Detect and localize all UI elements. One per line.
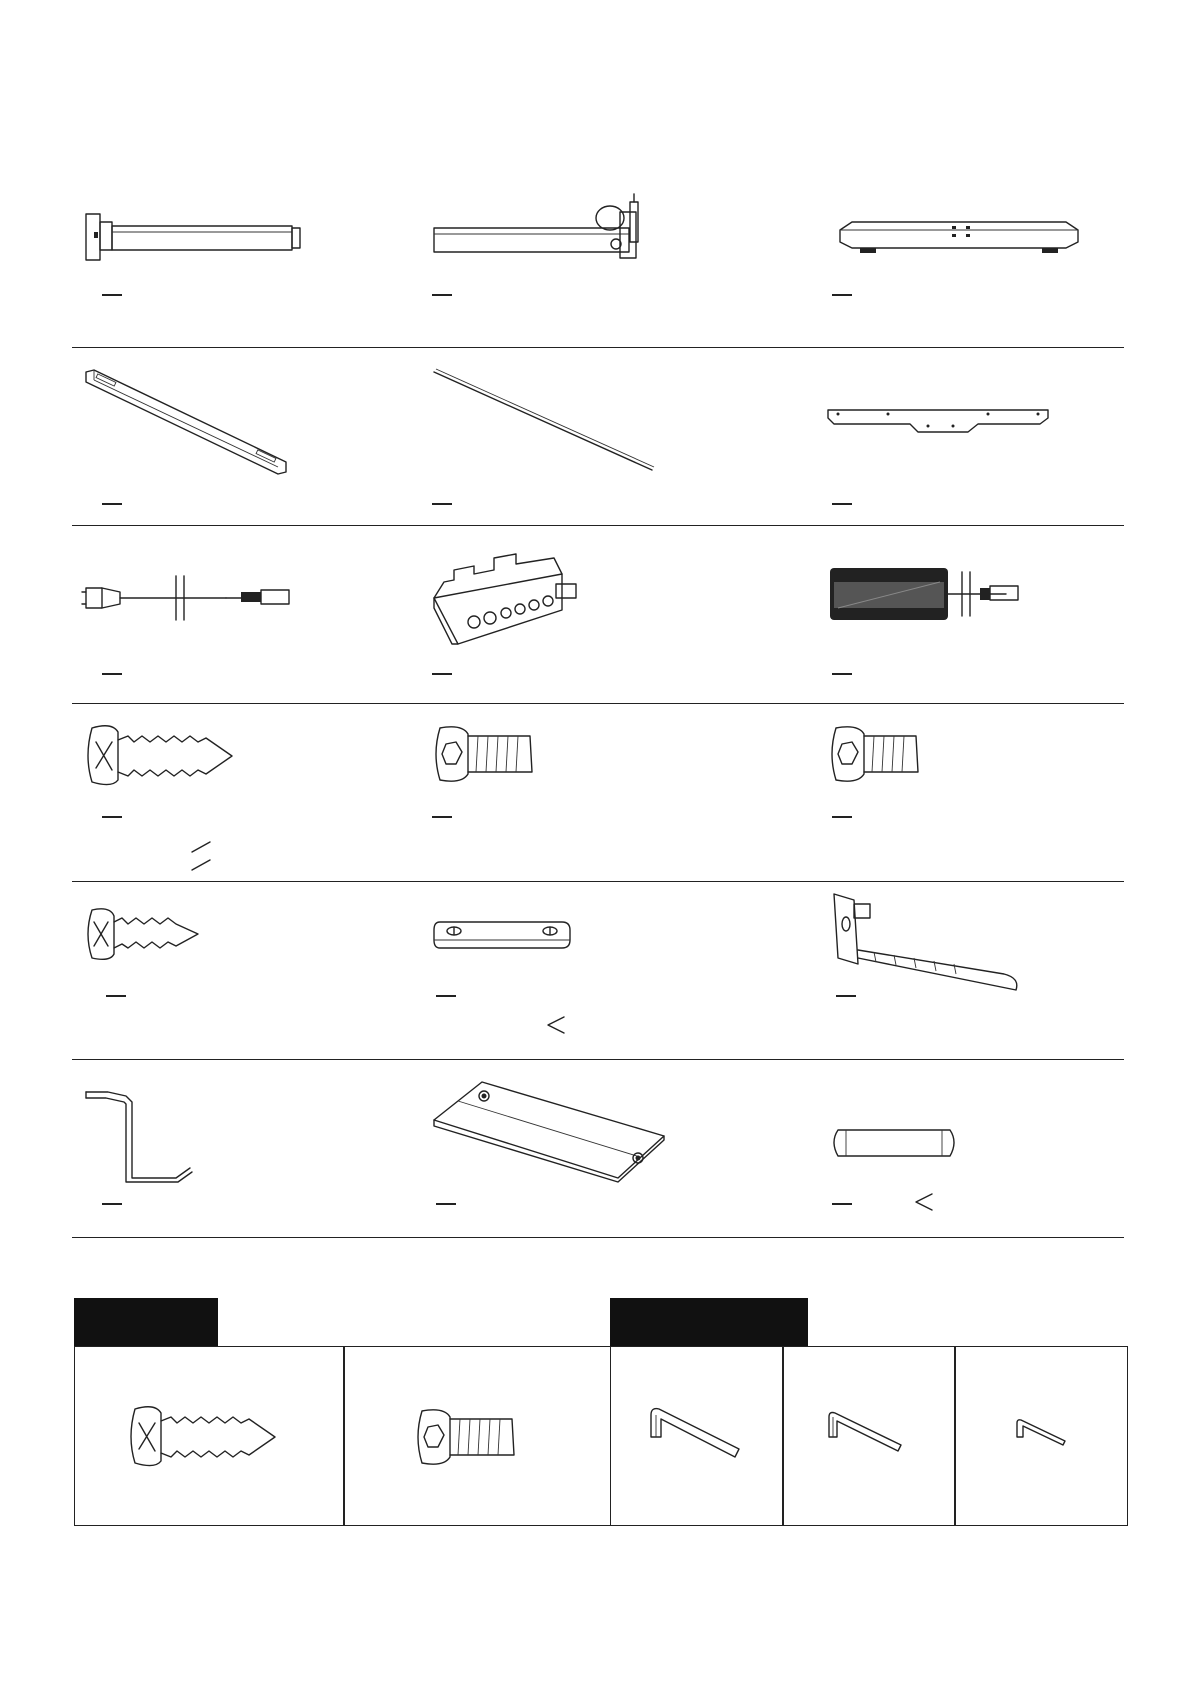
part-marker [102, 294, 122, 296]
part-cell [842, 526, 1124, 703]
part-cell [72, 348, 432, 525]
hardware-header [74, 1298, 218, 1346]
part-marker [432, 294, 452, 296]
foot-base-icon [832, 220, 1086, 260]
allen-key-medium-icon [827, 1411, 907, 1461]
parts-row-3 [72, 526, 1124, 704]
cable-hook-icon [86, 1090, 196, 1190]
parts-row-4 [72, 704, 1124, 882]
top-bracket-icon [828, 410, 1058, 450]
hex-bolt-small-icon [830, 724, 930, 784]
part-marker [832, 1203, 852, 1205]
allen-key-small-icon [1015, 1419, 1071, 1455]
part-cell [842, 704, 1124, 881]
hardware-box [343, 1346, 611, 1526]
part-cell [842, 348, 1124, 525]
tool-box [782, 1346, 956, 1526]
part-cell [432, 348, 842, 525]
part-cell [432, 1060, 842, 1237]
part-marker [102, 1203, 122, 1205]
part-cell [432, 882, 842, 1059]
part-marker [102, 673, 122, 675]
part-cell [842, 882, 1124, 1059]
part-marker [102, 816, 122, 818]
part-marker [836, 995, 856, 997]
part-marker [832, 503, 852, 505]
part-cell [432, 704, 842, 881]
parts-row-1 [72, 190, 1124, 348]
tools-header [610, 1298, 808, 1346]
part-marker [832, 816, 852, 818]
part-marker [102, 503, 122, 505]
tapping-screw-small-icon [86, 906, 206, 966]
parts-grid [72, 190, 1124, 1238]
angle-mark [914, 1192, 938, 1216]
parts-row-2 [72, 348, 1124, 526]
tool-box [954, 1346, 1128, 1526]
parts-row-6 [72, 1060, 1124, 1238]
tapping-screw-icon [129, 1403, 279, 1473]
part-cell [842, 190, 1124, 347]
part-cell [72, 704, 432, 881]
part-marker [106, 995, 126, 997]
tool-box [610, 1346, 784, 1526]
foot-pad-icon [832, 1130, 962, 1160]
parts-row-5 [72, 882, 1124, 1060]
hex-bolt-medium-icon [434, 724, 544, 784]
part-cell [72, 190, 432, 347]
power-cable-icon [86, 576, 306, 626]
part-cell [72, 1060, 432, 1237]
cross-beam-icon [86, 372, 296, 482]
lifting-leg-motor-icon [434, 194, 674, 274]
control-panel-icon [434, 554, 604, 654]
part-cell [842, 1060, 1124, 1237]
part-marker [432, 673, 452, 675]
hardware-box [74, 1346, 345, 1526]
cable-tie-clip-icon [834, 894, 1024, 1004]
part-marker [432, 816, 452, 818]
allen-key-large-icon [649, 1407, 749, 1467]
angle-mark [546, 1015, 570, 1039]
lifting-leg-left-icon [86, 212, 326, 272]
tapping-screw-large-icon [86, 722, 236, 792]
part-marker [432, 503, 452, 505]
mounting-plate-icon [434, 1080, 674, 1180]
part-cell [432, 526, 842, 703]
part-marker [832, 294, 852, 296]
power-adapter-icon [830, 568, 1040, 628]
connecting-plate-icon [434, 922, 574, 962]
hex-bolt-icon [416, 1407, 526, 1467]
part-cell [432, 190, 842, 347]
part-marker [436, 1203, 456, 1205]
angle-mark [190, 840, 214, 880]
part-cell [72, 882, 432, 1059]
hex-shaft-icon [434, 372, 654, 472]
part-cell [72, 526, 432, 703]
part-marker [832, 673, 852, 675]
part-marker [436, 995, 456, 997]
